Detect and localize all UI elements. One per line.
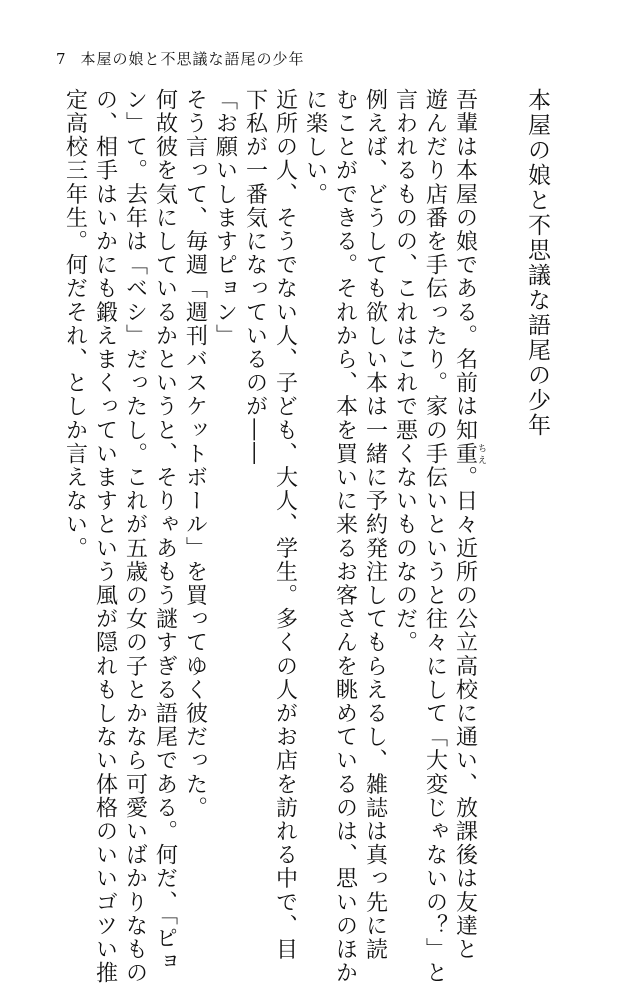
running-title: 本屋の娘と不思議な語尾の少年	[80, 50, 305, 68]
ruby-reading: ちえ	[476, 442, 486, 466]
title-gap	[486, 88, 508, 848]
name-ruby	[452, 442, 486, 466]
running-header	[56, 48, 305, 69]
text-line: 何故彼を気にしているかというと、そりゃあもう謎すぎる語尾である。何だ、「ピョ	[152, 88, 178, 974]
text-line	[450, 88, 487, 962]
text-line: 近所の人、そうでない人、子ども、大人、学生。多くの人がお店を訪れる中で、目	[272, 88, 298, 962]
vertical-body-text	[60, 88, 553, 985]
text-line: 定高校三年生。何だそれ、としか言えない。	[62, 88, 88, 560]
text-segment: 。日々近所の公立高校に通い、放課後は友達と	[452, 465, 478, 962]
dialogue	[210, 88, 240, 848]
text-line: そう言って、毎週「週刊バスケットボール」を買ってゆく彼だった。	[182, 88, 208, 820]
paragraph-5	[60, 88, 180, 985]
page-number: 7	[56, 50, 67, 68]
text-line: ン」て。去年は「ベシ」だったし。これが五歳の女の子とかなら可愛いばかりなもの	[122, 88, 148, 985]
text-line: むことができる。それから、本を買いに来るお客さんを眺めているのは、思いのほか	[332, 88, 358, 985]
text-line: の、相手はいかにも鍛えまくっていますという風が隠れもしない体格のいいゴツい推	[92, 88, 118, 985]
text-line: 「お願いしますピョン」	[212, 88, 238, 348]
paragraph-2	[300, 88, 390, 985]
text-line: 下私が一番気になっているのが――	[242, 88, 268, 466]
text-segment: 吾輩は本屋の娘である。名前は知	[452, 88, 478, 442]
ruby-base: 重	[452, 442, 478, 466]
text-line: に楽しい。	[302, 88, 328, 206]
text-line: 例えば、どうしても欲しい本は一緒に予約発注してもらえるし、雑誌は真っ先に読	[362, 88, 388, 962]
chapter-title: 本屋の娘と不思議な語尾の少年	[524, 88, 550, 438]
paragraph-4	[180, 88, 210, 848]
text-line: 言われるものの、これはこれで悪くないものなのだ。	[392, 88, 418, 655]
paragraph-1	[390, 88, 487, 985]
paragraph-3	[240, 88, 300, 962]
text-line: 遊んだり店番を手伝ったり。家の手伝いというと往々にして「大変じゃないの？」と	[422, 88, 448, 985]
